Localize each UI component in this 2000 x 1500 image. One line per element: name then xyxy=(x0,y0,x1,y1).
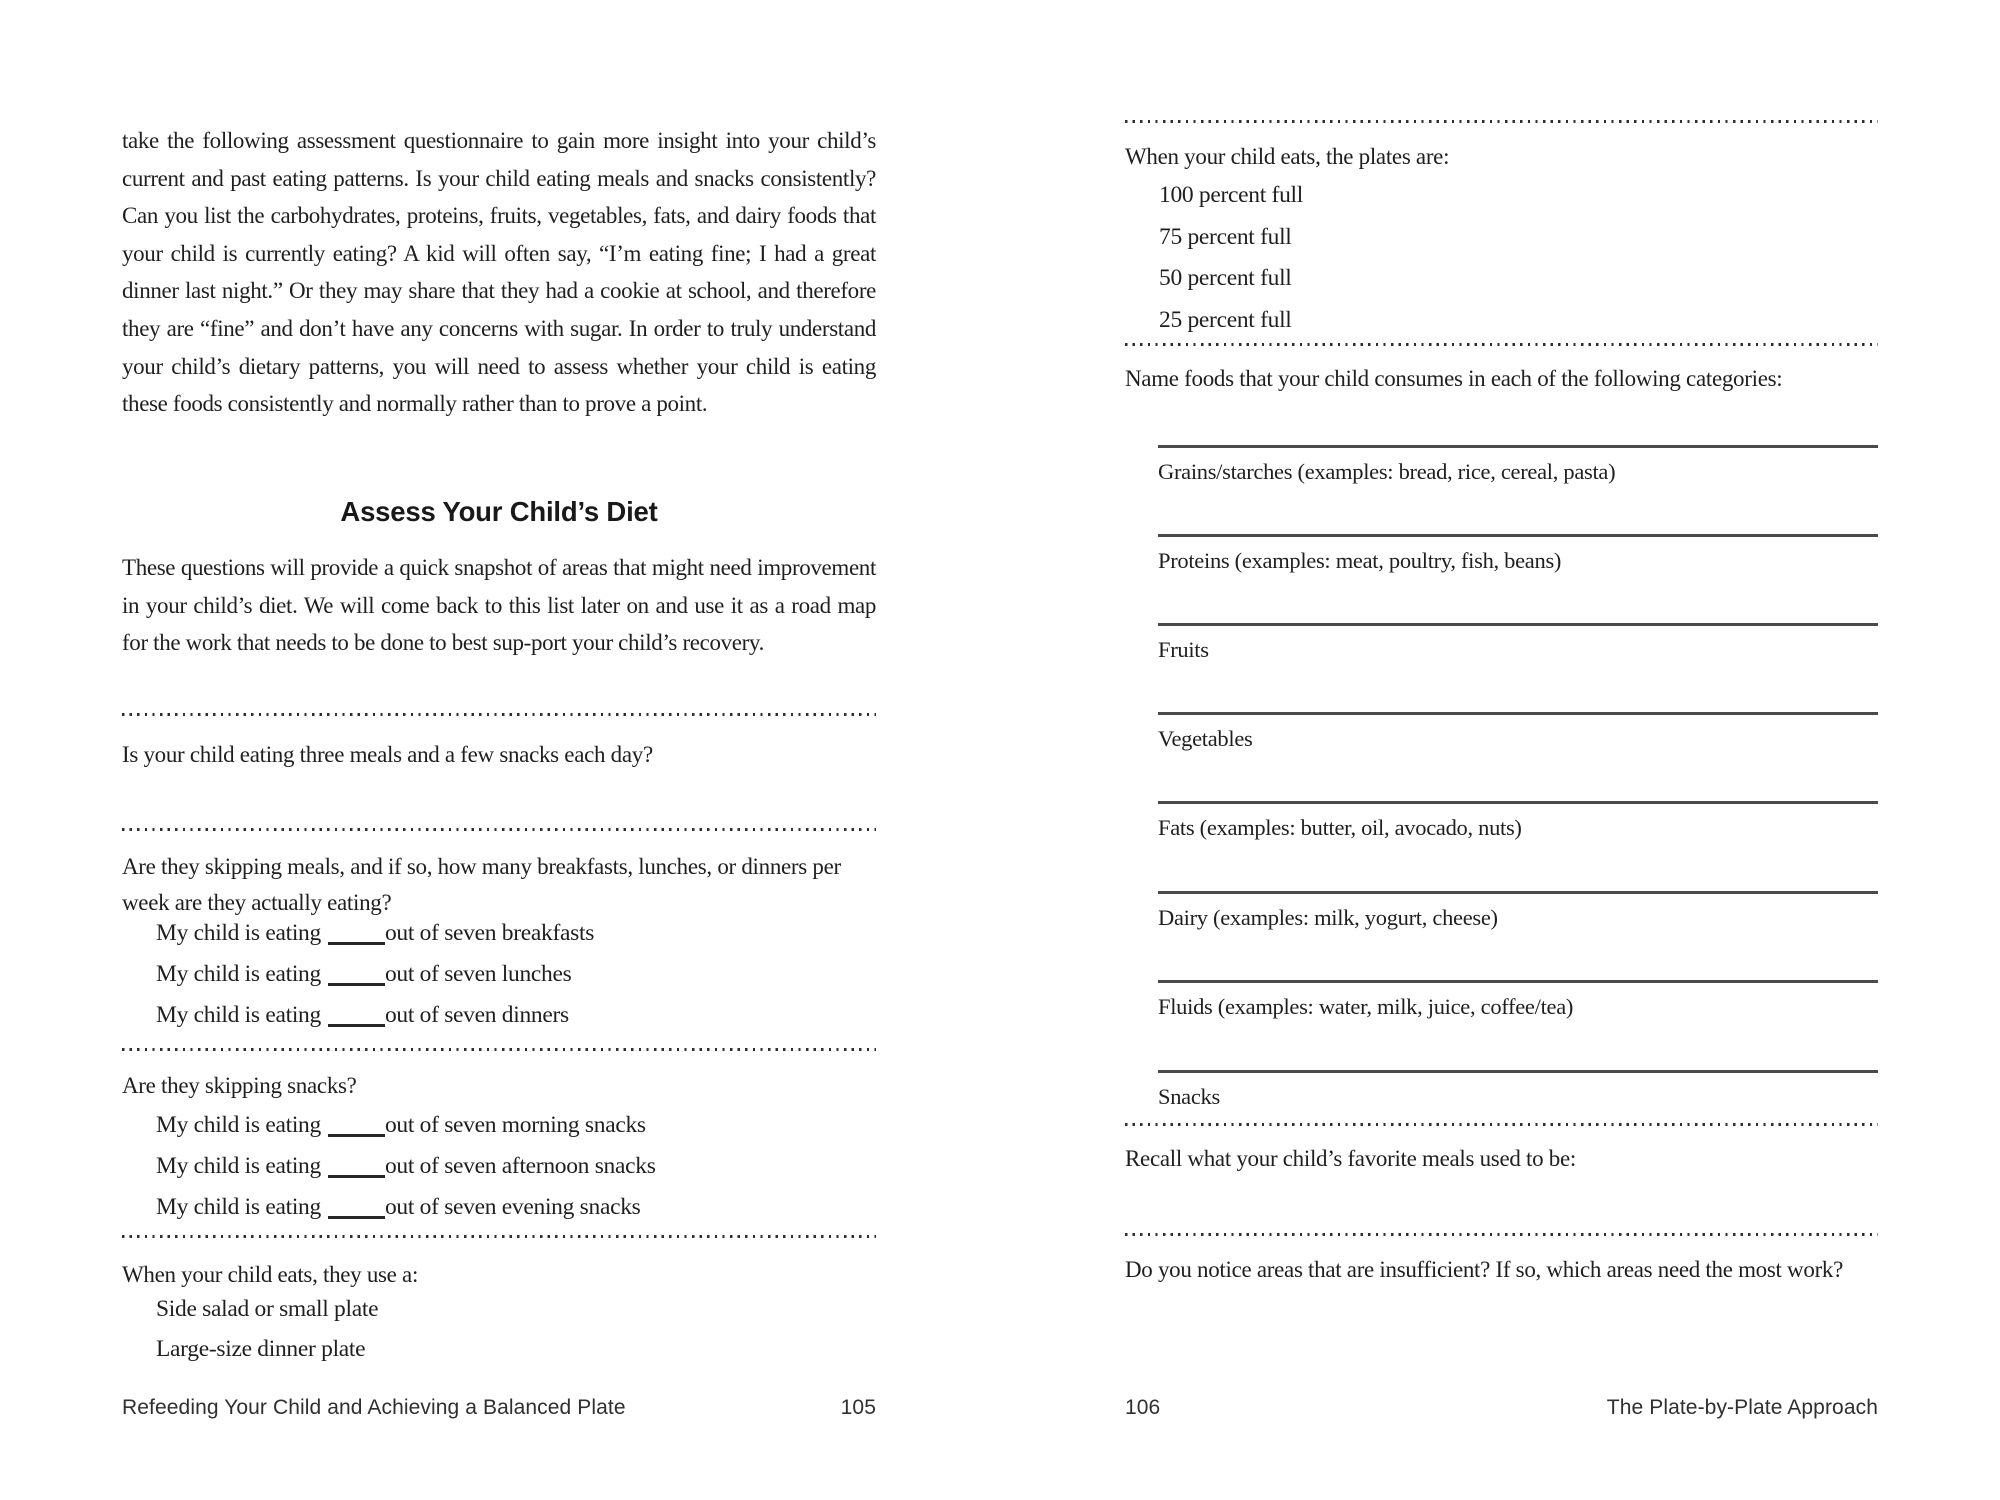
dotted-divider xyxy=(1125,1233,1878,1236)
category-label: Dairy (examples: milk, yogurt, cheese) xyxy=(1158,905,1498,930)
chapter-title: The Plate-by-Plate Approach xyxy=(1606,1396,1878,1419)
category-row xyxy=(1158,801,1878,841)
book-title: Refeeding Your Child and Achieving a Balanced Plate xyxy=(122,1396,626,1419)
fullness-option: 25 percent full xyxy=(1159,307,1292,333)
dotted-divider xyxy=(1125,343,1878,346)
dotted-divider xyxy=(122,1235,876,1238)
dotted-divider xyxy=(122,828,876,831)
page-number: 106 xyxy=(1125,1396,1161,1419)
category-write-line xyxy=(1158,980,1878,983)
fullness-option: 100 percent full xyxy=(1159,182,1303,208)
category-label: Fluids (examples: water, milk, juice, coffee/tea) xyxy=(1158,994,1574,1019)
category-row xyxy=(1158,534,1878,574)
fill-in-suffix: out of seven morning snacks xyxy=(384,1112,646,1138)
dotted-divider xyxy=(1125,120,1878,123)
fill-in-blank xyxy=(328,1134,385,1136)
fill-in-prefix: My child is eating xyxy=(156,1194,321,1220)
fill-in-suffix: out of seven afternoon snacks xyxy=(384,1153,656,1179)
category-label: Snacks xyxy=(1158,1084,1220,1109)
plate-option: Side salad or small plate xyxy=(156,1296,379,1322)
question-plate-type: When your child eats, they use a: xyxy=(122,1262,419,1287)
fill-in-prefix: My child is eating xyxy=(156,1153,321,1179)
fill-in-row xyxy=(156,1153,876,1180)
question-name-foods: Name foods that your child consumes in each of the following categories: xyxy=(1125,366,1783,391)
question-skipping-meals: Are they skipping meals, and if so, how many breakfasts, lunches, or dinners per week are they actually eating? xyxy=(122,854,841,915)
right-page xyxy=(1125,0,1878,1500)
fill-in-prefix: My child is eating xyxy=(156,1002,321,1028)
category-write-line xyxy=(1158,891,1878,894)
fullness-option: 50 percent full xyxy=(1159,265,1292,291)
category-row xyxy=(1158,712,1878,752)
category-label: Fruits xyxy=(1158,637,1209,662)
category-write-line xyxy=(1158,1070,1878,1073)
page-number: 105 xyxy=(840,1396,876,1419)
category-write-line xyxy=(1158,712,1878,715)
fill-in-suffix: out of seven dinners xyxy=(384,1002,569,1028)
left-page xyxy=(122,0,876,1500)
section-intro-paragraph: These questions will provide a quick snapshot of areas that might need improvement in your child’s diet. We will come back to this list later on and use it as a road map for the work that needs to be done to best sup-port your child’s recovery. xyxy=(122,555,876,656)
fill-in-suffix: out of seven lunches xyxy=(384,961,572,987)
category-write-line xyxy=(1158,534,1878,537)
category-label: Proteins (examples: meat, poultry, fish, beans) xyxy=(1158,548,1562,573)
intro-paragraph: take the following assessment questionnaire to gain more insight into your child’s current and past eating patterns. Is your child eating meals and snacks consistently? Can you list the carbohydrates, proteins, fruits, vegetables, fats, and dairy foods that your child is currently eating? A kid will often say, “I’m eating fine; I had a great dinner last night.” Or they may share that they had a cookie at school, and therefore they are “fine” and don’t have any concerns with sugar. In order to truly understand your child’s dietary patterns, you will need to assess whether your child is eating these foods consistently and normally rather than to prove a point. xyxy=(122,128,876,417)
fullness-option: 75 percent full xyxy=(1159,224,1292,250)
fill-in-suffix: out of seven evening snacks xyxy=(384,1194,641,1220)
fill-in-blank xyxy=(328,1216,385,1218)
right-page-footer xyxy=(1125,1396,1878,1420)
fill-in-row xyxy=(156,1002,876,1029)
fill-in-prefix: My child is eating xyxy=(156,961,321,987)
category-row xyxy=(1158,980,1878,1020)
category-row xyxy=(1158,891,1878,931)
category-row xyxy=(1158,445,1878,485)
question-insufficient-areas: Do you notice areas that are insufficient? If so, which areas need the most work? xyxy=(1125,1257,1844,1282)
dotted-divider xyxy=(122,1048,876,1051)
fill-in-suffix: out of seven breakfasts xyxy=(384,920,595,946)
fill-in-prefix: My child is eating xyxy=(156,920,321,946)
question-plate-fullness: When your child eats, the plates are: xyxy=(1125,144,1450,169)
category-write-line xyxy=(1158,801,1878,804)
category-label: Vegetables xyxy=(1158,726,1253,751)
question-skipping-snacks: Are they skipping snacks? xyxy=(122,1073,357,1098)
fill-in-row xyxy=(156,920,876,947)
category-row xyxy=(1158,1070,1878,1110)
left-page-footer xyxy=(122,1396,876,1420)
fill-in-row xyxy=(156,1194,876,1221)
fill-in-blank xyxy=(328,1024,385,1026)
category-row xyxy=(1158,623,1878,663)
fill-in-blank xyxy=(328,942,385,944)
category-label: Fats (examples: butter, oil, avocado, nuts) xyxy=(1158,815,1522,840)
fill-in-blank xyxy=(328,983,385,985)
fill-in-row xyxy=(156,1112,876,1139)
question-meals-per-day: Is your child eating three meals and a few snacks each day? xyxy=(122,742,653,767)
dotted-divider xyxy=(1125,1123,1878,1126)
category-write-line xyxy=(1158,445,1878,448)
fill-in-row xyxy=(156,961,876,988)
category-write-line xyxy=(1158,623,1878,626)
category-label: Grains/starches (examples: bread, rice, cereal, pasta) xyxy=(1158,459,1616,484)
plate-option: Large-size dinner plate xyxy=(156,1336,366,1362)
question-favorite-meals: Recall what your child’s favorite meals used to be: xyxy=(1125,1146,1576,1171)
fill-in-prefix: My child is eating xyxy=(156,1112,321,1138)
dotted-divider xyxy=(122,713,876,716)
fill-in-blank xyxy=(328,1175,385,1177)
section-heading: Assess Your Child’s Diet xyxy=(340,496,658,527)
